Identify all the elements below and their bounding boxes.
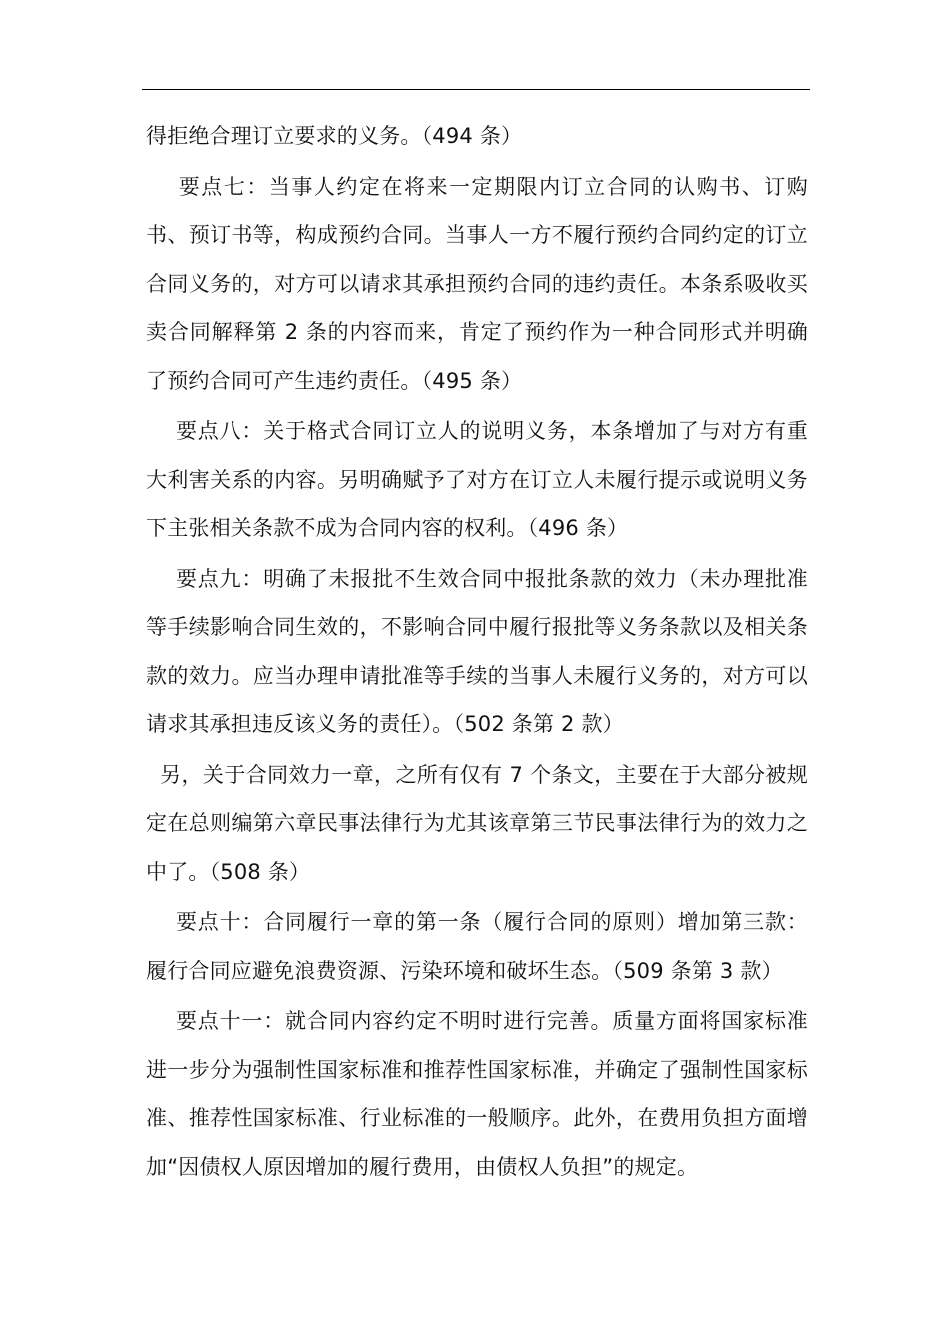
paragraph-contract-validity-note: 另，关于合同效力一章，之所有仅有 7 个条文，主要在于大部分被规定在总则编第六章民事法律行为尤其该章第三节民事法律行为的效力之中了。（508 条） (146, 762, 808, 884)
paragraph-point-7: 要点七：当事人约定在将来一定期限内订立合同的认购书、订购书、预订书等，构成预约合同。当事人一方不履行预约合同约定的订立合同义务的，对方可以请求其承担预约合同的违约责任。本条系吸收买卖合同解释第 2 条的内容而来，肯定了预约作为一种合同形式并明确了预约合同可产生违约责任。（495 条） (146, 174, 808, 393)
paragraph-494-continuation: 得拒绝合理订立要求的义务。（494 条） (146, 124, 523, 148)
paragraph-point-11: 要点十一：就合同内容约定不明时进行完善。质量方面将国家标准进一步分为强制性国家标准和推荐性国家标准，并确定了强制性国家标准、推荐性国家标准、行业标准的一般顺序。此外，在费用负担方面增加“因债权人原因增加的履行费用，由债权人负担”的规定。 (146, 1009, 808, 1179)
paragraph-point-8: 要点八：关于格式合同订立人的说明义务，本条增加了与对方有重大利害关系的内容。另明确赋予了对方在订立人未履行提示或说明义务下主张相关条款不成为合同内容的权利。（496 条） (146, 419, 808, 540)
header-rule (142, 89, 810, 90)
document-body (146, 112, 808, 1191)
paragraph-point-10: 要点十：合同履行一章的第一条（履行合同的原则）增加第三款：履行合同应避免浪费资源、污染环境和破坏生态。（509 条第 3 款） (146, 910, 808, 983)
paragraph-point-9: 要点九：明确了未报批不生效合同中报批条款的效力（未办理批准等手续影响合同生效的，不影响合同中履行报批等义务条款以及相关条款的效力。应当办理申请批准等手续的当事人未履行义务的，对方可以请求其承担违反该义务的责任）。（502 条第 2 款） (146, 566, 808, 736)
